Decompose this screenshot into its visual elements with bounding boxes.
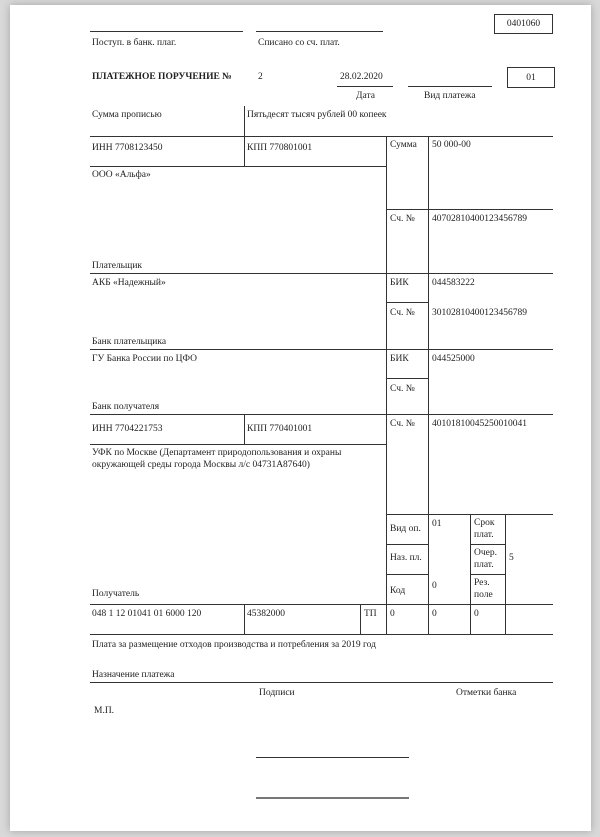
- payer-bank-account-label: Сч. №: [390, 308, 415, 318]
- row-line: [90, 349, 553, 350]
- payer-name: ООО «Альфа»: [92, 170, 151, 180]
- payment-order-page: [10, 5, 591, 831]
- payer-sum-label: Сумма: [390, 140, 417, 150]
- payer-account: 40702810400123456789: [432, 214, 527, 224]
- row-line: [90, 136, 553, 137]
- code-column-line: [505, 514, 506, 634]
- payer-bank-name: АКБ «Надежный»: [92, 278, 166, 288]
- period: 0: [390, 609, 395, 619]
- amount-words-label: Сумма прописью: [92, 110, 162, 120]
- payer-label: Плательщик: [92, 261, 143, 271]
- row-line: [386, 378, 428, 379]
- payee-name: УФК по Москве (Департамент природопользования и охраны окружающей среды города Москвы л/с 04731А87640): [92, 448, 342, 470]
- status-code-box: [507, 67, 555, 88]
- signatures-label: Подписи: [259, 688, 295, 698]
- stamp-label: М.П.: [94, 706, 115, 716]
- op-type-label: Вид оп.: [390, 524, 421, 534]
- code-label: Код: [390, 586, 406, 596]
- payee-bank-name: ГУ Банка России по ЦФО: [92, 354, 197, 364]
- signature-line: [256, 757, 409, 758]
- oktmo: 45382000: [247, 609, 285, 619]
- payer-bank-label: Банк плательщика: [92, 337, 167, 347]
- reserve-label: Рез. поле: [474, 578, 493, 600]
- payee-kpp: КПП 770401001: [247, 424, 313, 434]
- signature-line: [256, 797, 409, 799]
- payer-bank-bik-label: БИК: [390, 278, 409, 288]
- row-line: [386, 544, 428, 545]
- divider: [244, 414, 245, 444]
- row-line: [90, 634, 553, 635]
- payment-type-label: Вид платежа: [424, 91, 476, 101]
- date-line: [337, 86, 393, 87]
- debited-label: Списано со сч. плат.: [258, 38, 340, 48]
- document-number: 2: [258, 72, 263, 82]
- row-line: [90, 604, 553, 605]
- kbk: 048 1 12 01041 01 6000 120: [92, 609, 202, 619]
- doc-date: 0: [474, 609, 479, 619]
- row-line: [386, 574, 428, 575]
- bank-marks-label: Отметки банка: [456, 688, 517, 698]
- priority: 5: [509, 553, 514, 563]
- amount-words-value: Пятьдесят тысяч рублей 00 копеек: [247, 110, 387, 120]
- debited-date-line: [256, 31, 383, 32]
- payer-sum-value: 50 000-00: [432, 140, 471, 150]
- row-line: [90, 166, 386, 167]
- payer-inn: ИНН 7708123450: [92, 143, 163, 153]
- received-date-line: [90, 31, 243, 32]
- divider: [244, 604, 245, 634]
- payer-kpp: КПП 770801001: [247, 143, 313, 153]
- divider: [244, 136, 245, 166]
- op-type: 01: [432, 519, 442, 529]
- row-line: [90, 414, 553, 415]
- row-line: [90, 273, 553, 274]
- payee-bank-account-label: Сч. №: [390, 384, 415, 394]
- row-line: [470, 574, 505, 575]
- payee-inn: ИНН 7704221753: [92, 424, 163, 434]
- payee-bank-label: Банк получателя: [92, 402, 160, 412]
- code-column-line: [428, 514, 429, 634]
- purpose-code-label: Наз. пл.: [390, 553, 422, 563]
- basis: ТП: [364, 609, 377, 619]
- row-line: [386, 302, 428, 303]
- amount-words-divider: [244, 106, 245, 136]
- label-column-line: [386, 136, 387, 634]
- divider: [360, 604, 361, 634]
- row-line: [470, 544, 505, 545]
- value-column-line: [428, 136, 429, 514]
- payer-bank-account: 30102810400123456789: [432, 308, 527, 318]
- received-label: Поступ. в банк. плаг.: [92, 38, 177, 48]
- purpose-text: Плата за размещение отходов производства и потребления за 2019 год: [92, 640, 376, 650]
- date-label: Дата: [356, 91, 375, 101]
- payer-bank-bik: 044583222: [432, 278, 475, 288]
- code: 0: [432, 581, 437, 591]
- doc-number: 0: [432, 609, 437, 619]
- payee-account-label: Сч. №: [390, 419, 415, 429]
- status-code: 01: [526, 72, 536, 83]
- row-line: [90, 444, 386, 445]
- payee-account: 40101810045250010041: [432, 419, 527, 429]
- purpose-label: Назначение платежа: [92, 670, 175, 680]
- document-title: ПЛАТЕЖНОЕ ПОРУЧЕНИЕ №: [92, 72, 232, 82]
- payee-bank-bik: 044525000: [432, 354, 475, 364]
- payee-bank-bik-label: БИК: [390, 354, 409, 364]
- payee-label: Получатель: [92, 589, 140, 599]
- row-line: [90, 682, 553, 683]
- payment-type-line: [408, 86, 492, 87]
- row-line: [386, 209, 553, 210]
- priority-label: Очер. плат.: [474, 548, 497, 570]
- document-date: 28.02.2020: [340, 72, 383, 82]
- payer-account-label: Сч. №: [390, 214, 415, 224]
- form-code: 0401060: [506, 19, 541, 29]
- form-code-box: [494, 14, 553, 34]
- term-label: Срок плат.: [474, 518, 495, 540]
